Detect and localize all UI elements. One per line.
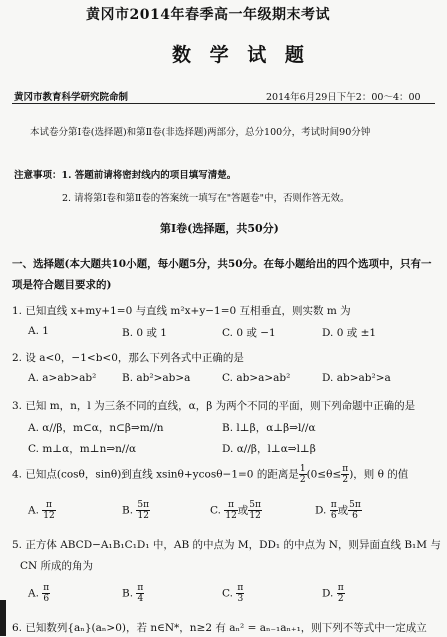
q5-option-d-den: 2 bbox=[337, 594, 344, 604]
q5-option-a-fraction bbox=[42, 583, 50, 604]
q5-option-b-den: 4 bbox=[137, 594, 144, 604]
q4-option-b-num: 5π bbox=[137, 500, 150, 510]
q5-option-c-label: C. bbox=[222, 587, 233, 600]
q1-option-b: B. 0 或 1 bbox=[122, 327, 167, 339]
q4-option-d1-num: π bbox=[330, 500, 337, 510]
q4-option-d-fraction-2 bbox=[348, 500, 362, 521]
q6-stem: 6. 已知数列{aₙ}(aₙ>0)，若 n∈N*，n≥2 有 aₙ² = aₙ₋₁aₙ₊₁，则下列不等式中一定成立 bbox=[12, 622, 427, 634]
q5-option-a bbox=[28, 583, 50, 604]
q5-option-c bbox=[222, 583, 244, 604]
q5-option-b-num: π bbox=[137, 583, 144, 593]
q5-option-d bbox=[322, 583, 345, 604]
q1-stem: 1. 已知直线 x+my+1=0 与直线 m²x+y−1=0 互相垂直，则实数 m 为 bbox=[12, 305, 351, 317]
q4-option-c1-num: π bbox=[224, 500, 237, 511]
q4-option-a-label: A. bbox=[28, 504, 39, 517]
q4-option-d1-den: 6 bbox=[330, 511, 337, 521]
q3-option-c: C. m⊥α，m⊥n⇒n//α bbox=[28, 443, 137, 455]
q4-stem-part2: (0≤θ≤ bbox=[306, 468, 342, 481]
q2-option-c: C. ab>a>ab² bbox=[222, 372, 291, 384]
notice-line-2: 2. 请将第Ⅰ卷和第Ⅱ卷的答案统一填写在"答题卷"中，否则作答无效。 bbox=[62, 193, 350, 204]
q4-option-d2-num: 5π bbox=[349, 500, 361, 510]
q5-stem-line2: CN 所成的角为 bbox=[20, 560, 94, 572]
q4-option-c-label: C. bbox=[210, 504, 221, 517]
q5-option-c-num: π bbox=[237, 583, 244, 593]
exam-title: 黄冈市2014年春季高一年级期末考试 bbox=[86, 7, 330, 23]
q4-stem-part1: 4. 已知点(cosθ，sinθ)到直线 xsinθ+ycosθ−1=0 的距离是 bbox=[12, 468, 299, 481]
q5-option-b bbox=[122, 583, 144, 604]
header-rule bbox=[12, 103, 435, 104]
q5-option-d-label: D. bbox=[322, 587, 334, 600]
q4-option-a bbox=[28, 500, 56, 521]
q4-option-c-or: 或 bbox=[237, 504, 249, 517]
scan-edge-mark bbox=[0, 600, 6, 636]
q1-option-d: D. 0 或 ±1 bbox=[322, 327, 377, 339]
exam-subtitle: 数 学 试 题 bbox=[172, 44, 310, 66]
q5-option-b-label: B. bbox=[122, 587, 134, 600]
q4-pi-fraction bbox=[341, 464, 349, 485]
q5-option-c-fraction bbox=[236, 583, 244, 604]
q4-option-c2-den: 12 bbox=[249, 511, 261, 521]
q4-option-c2-num: 5π bbox=[249, 500, 261, 510]
q4-half-fraction bbox=[299, 464, 307, 485]
q4-option-d-fraction-1 bbox=[330, 500, 338, 521]
q4-stem bbox=[12, 464, 408, 485]
q5-option-d-fraction bbox=[337, 583, 345, 604]
q2-option-d: D. ab>ab²>a bbox=[322, 372, 391, 384]
q5-option-a-label: A. bbox=[28, 587, 39, 600]
q2-stem: 2. 设 a<0，−1<b<0，那么下列各式中正确的是 bbox=[12, 352, 244, 364]
q5-option-a-den: 6 bbox=[43, 594, 50, 604]
q4-option-a-fraction bbox=[42, 500, 55, 521]
notice-line-1: 注意事项：1. 答题前请将密封线内的项目填写清楚。 bbox=[14, 170, 237, 181]
q4-option-c-fraction-1 bbox=[224, 500, 237, 521]
q3-option-d: D. α//β，l⊥α⇒l⊥β bbox=[222, 443, 316, 455]
q2-option-b: B. ab²>ab>a bbox=[122, 372, 191, 384]
q3-option-a: A. α//β，m⊂α，n⊂β⇒m//n bbox=[28, 422, 164, 434]
q5-option-a-num: π bbox=[43, 583, 50, 593]
q4-option-b-den: 12 bbox=[137, 511, 149, 521]
q4-option-d-or: 或 bbox=[337, 504, 349, 517]
section-intro-line1: 一、选择题(本大题共10小题，每小题5分，共50分。在每小题给出的四个选项中，只有一 bbox=[12, 258, 432, 270]
q4-pi-num: π bbox=[342, 464, 349, 474]
q5-option-d-num: π bbox=[337, 583, 344, 593]
q4-stem-part3: )，则 θ 的值 bbox=[349, 468, 409, 481]
section-heading: 第Ⅰ卷(选择题，共50分) bbox=[160, 222, 279, 235]
exam-intro: 本试卷分第Ⅰ卷(选择题)和第Ⅱ卷(非选择题)两部分，总分100分，考试时间90分钟 bbox=[30, 127, 371, 138]
q4-half-den: 2 bbox=[299, 475, 306, 485]
q4-option-b bbox=[122, 500, 150, 521]
q4-pi-den: 2 bbox=[342, 475, 349, 485]
exam-date: 2014年6月29日下午2：00～4：00 bbox=[266, 92, 421, 103]
q4-option-b-label: B. bbox=[122, 504, 134, 517]
q4-option-c1-den: 12 bbox=[225, 511, 237, 521]
q3-option-b: B. l⊥β，α⊥β⇒l//α bbox=[222, 422, 316, 434]
q5-stem-line1: 5. 正方体 ABCD−A₁B₁C₁D₁ 中，AB 的中点为 M，DD₁ 的中点为 N，则异面直线 B₁M 与 bbox=[12, 539, 441, 551]
q4-option-c bbox=[210, 500, 262, 521]
q4-option-a-num: π bbox=[42, 500, 55, 511]
q4-option-d-label: D. bbox=[315, 504, 327, 517]
q4-option-b-fraction bbox=[136, 500, 150, 521]
q4-option-c-fraction-2 bbox=[248, 500, 262, 521]
q4-option-d2-den: 6 bbox=[352, 511, 358, 521]
exam-author: 黄冈市教育科学研究院命制 bbox=[14, 92, 129, 103]
q5-option-b-fraction bbox=[136, 583, 144, 604]
q2-option-a: A. a>ab>ab² bbox=[28, 372, 97, 384]
q5-option-c-den: 3 bbox=[237, 594, 244, 604]
q4-option-d bbox=[315, 500, 362, 521]
q1-option-a: A. 1 bbox=[28, 325, 49, 337]
q4-option-a-den: 12 bbox=[43, 511, 55, 521]
section-intro-line2: 项是符合题目要求的) bbox=[12, 279, 112, 291]
q1-option-c: C. 0 或 −1 bbox=[222, 327, 276, 339]
q3-stem: 3. 已知 m，n，l 为三条不同的直线，α，β 为两个不同的平面，则下列命题中正确的是 bbox=[12, 400, 416, 412]
q4-half-num: 1 bbox=[299, 464, 306, 474]
